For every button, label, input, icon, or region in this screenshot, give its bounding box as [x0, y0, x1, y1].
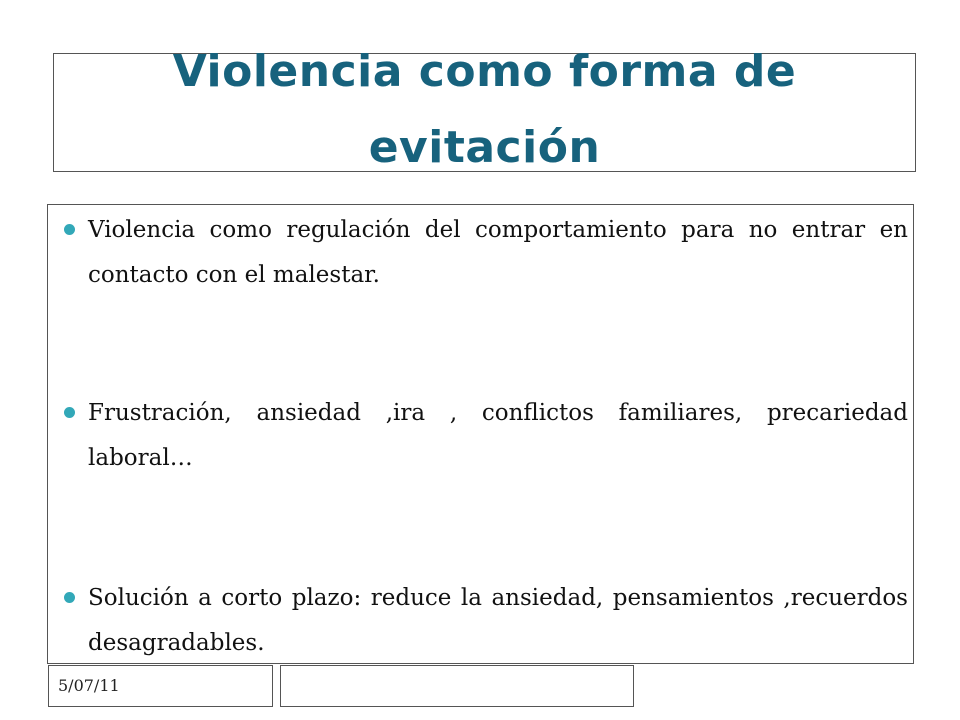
bullet-text-1: Violencia como regulación del comportamiento para no entrar en contacto con el malestar. [88, 217, 908, 288]
bullet-item-2 [62, 391, 908, 481]
bullet-list [62, 208, 908, 666]
footer-date: 5/07/11 [58, 676, 120, 695]
slide-title: Violencia como forma de evitación [172, 46, 797, 173]
footer-placeholder-box [280, 665, 634, 707]
bullet-item-1 [62, 208, 908, 298]
bullet-dot-icon [64, 592, 75, 603]
bullet-text-2: Frustración, ansiedad ,ira , conflictos familiares, precariedad laboral… [88, 400, 908, 471]
bullet-text-3: Solución a corto plazo: reduce la ansiedad, pensamientos ,recuerdos desagradables. [88, 585, 908, 656]
bullet-dot-icon [64, 407, 75, 418]
bullet-item-3 [62, 576, 908, 666]
bullet-dot-icon [64, 224, 75, 235]
